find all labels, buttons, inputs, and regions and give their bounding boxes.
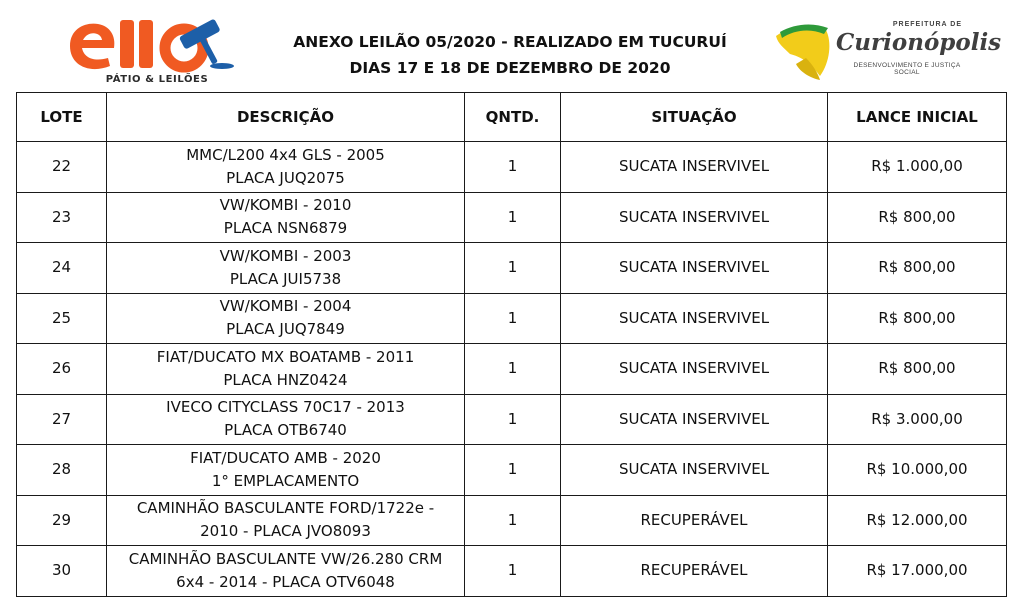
cell-qntd: 1 xyxy=(465,445,561,496)
desc-line-2: PLACA NSN6879 xyxy=(223,219,348,238)
desc-line-1: VW/KOMBI - 2010 xyxy=(219,196,352,215)
header-lote: LOTE xyxy=(17,93,107,142)
table-row xyxy=(17,445,1007,496)
desc-line-2: PLACA JUQ2075 xyxy=(226,168,345,187)
desc-line-1: FIAT/DUCATO AMB - 2020 xyxy=(190,448,381,467)
cell-lote: 24 xyxy=(17,243,107,294)
cell-situacao: RECUPERÁVEL xyxy=(561,495,828,546)
cell-situacao: SUCATA INSERVIVEL xyxy=(561,192,828,243)
cell-lote: 27 xyxy=(17,394,107,445)
document-header xyxy=(0,0,1024,92)
cell-situacao: SUCATA INSERVIVEL xyxy=(561,142,828,193)
cell-lance-inicial: R$ 3.000,00 xyxy=(828,394,1007,445)
ello-tagline: PÁTIO & LEILÕES xyxy=(105,74,209,85)
cell-descricao xyxy=(107,192,465,243)
table-row xyxy=(17,546,1007,597)
cell-lance-inicial: R$ 800,00 xyxy=(828,293,1007,344)
cell-lote: 25 xyxy=(17,293,107,344)
cell-situacao: SUCATA INSERVIVEL xyxy=(561,243,828,294)
city-logo-top-text: PREFEITURA DE xyxy=(892,21,962,28)
desc-line-2: 2010 - PLACA JVO8093 xyxy=(200,522,371,541)
cell-lance-inicial: R$ 800,00 xyxy=(828,243,1007,294)
table-row xyxy=(17,192,1007,243)
desc-line-2: PLACA JUI5738 xyxy=(229,269,342,288)
table-row xyxy=(17,394,1007,445)
cell-situacao: SUCATA INSERVIVEL xyxy=(561,445,828,496)
desc-line-1: CAMINHÃO BASCULANTE VW/26.280 CRM xyxy=(128,549,443,568)
ello-logo-mark xyxy=(62,14,237,76)
curionopolis-logo xyxy=(770,18,1002,88)
desc-line-1: MMC/L200 4x4 GLS - 2005 xyxy=(186,145,385,164)
desc-line-2: PLACA OTB6740 xyxy=(224,421,347,440)
cell-descricao xyxy=(107,243,465,294)
cell-descricao xyxy=(107,394,465,445)
table-row xyxy=(17,142,1007,193)
cell-qntd: 1 xyxy=(465,192,561,243)
cell-situacao: RECUPERÁVEL xyxy=(561,546,828,597)
cell-situacao: SUCATA INSERVIVEL xyxy=(561,293,828,344)
city-logo-motto: DESENVOLVIMENTO E JUSTIÇA SOCIAL xyxy=(853,62,961,76)
cell-qntd: 1 xyxy=(465,495,561,546)
cell-lote: 23 xyxy=(17,192,107,243)
desc-line-1: CAMINHÃO BASCULANTE FORD/1722e - xyxy=(136,499,435,518)
desc-line-1: VW/KOMBI - 2004 xyxy=(219,297,352,316)
header-situacao: SITUAÇÃO xyxy=(561,93,828,142)
title-line-2: DIAS 17 E 18 DE DEZEMBRO DE 2020 xyxy=(349,59,671,77)
table-row xyxy=(17,243,1007,294)
cell-lote: 22 xyxy=(17,142,107,193)
cell-qntd: 1 xyxy=(465,546,561,597)
table-row xyxy=(17,344,1007,395)
cell-lote: 26 xyxy=(17,344,107,395)
cell-lote: 29 xyxy=(17,495,107,546)
header-descricao: DESCRIÇÃO xyxy=(107,93,465,142)
auction-lots-table xyxy=(16,92,1007,597)
cell-descricao xyxy=(107,344,465,395)
cell-situacao: SUCATA INSERVIVEL xyxy=(561,394,828,445)
desc-line-2: 1° EMPLACAMENTO xyxy=(211,471,360,490)
desc-line-1: FIAT/DUCATO MX BOATAMB - 2011 xyxy=(156,347,415,366)
city-logo-name: Curionópolis xyxy=(836,29,1002,56)
table-row xyxy=(17,495,1007,546)
title-line-1: ANEXO LEILÃO 05/2020 - REALIZADO EM TUCURUÍ xyxy=(293,33,727,51)
document-title xyxy=(270,29,750,81)
cell-descricao xyxy=(107,293,465,344)
cell-lote: 28 xyxy=(17,445,107,496)
cell-lance-inicial: R$ 10.000,00 xyxy=(828,445,1007,496)
cell-qntd: 1 xyxy=(465,344,561,395)
cell-descricao xyxy=(107,546,465,597)
desc-line-1: IVECO CITYCLASS 70C17 - 2013 xyxy=(166,398,405,417)
cell-situacao: SUCATA INSERVIVEL xyxy=(561,344,828,395)
cell-lote: 30 xyxy=(17,546,107,597)
cell-qntd: 1 xyxy=(465,243,561,294)
cell-descricao xyxy=(107,445,465,496)
cell-lance-inicial: R$ 1.000,00 xyxy=(828,142,1007,193)
ello-logo xyxy=(62,14,237,89)
table-header-row xyxy=(17,93,1007,142)
desc-line-2: 6x4 - 2014 - PLACA OTV6048 xyxy=(176,572,395,591)
cell-descricao xyxy=(107,495,465,546)
cell-qntd: 1 xyxy=(465,394,561,445)
header-qntd: QNTD. xyxy=(465,93,561,142)
desc-line-2: PLACA JUQ7849 xyxy=(226,320,345,339)
cell-lance-inicial: R$ 17.000,00 xyxy=(828,546,1007,597)
desc-line-1: VW/KOMBI - 2003 xyxy=(219,246,352,265)
header-lance-inicial: LANCE INICIAL xyxy=(828,93,1007,142)
cell-lance-inicial: R$ 800,00 xyxy=(828,344,1007,395)
table-row xyxy=(17,293,1007,344)
cell-qntd: 1 xyxy=(465,293,561,344)
cell-lance-inicial: R$ 800,00 xyxy=(828,192,1007,243)
desc-line-2: PLACA HNZ0424 xyxy=(223,370,348,389)
cell-qntd: 1 xyxy=(465,142,561,193)
cell-lance-inicial: R$ 12.000,00 xyxy=(828,495,1007,546)
cell-descricao xyxy=(107,142,465,193)
